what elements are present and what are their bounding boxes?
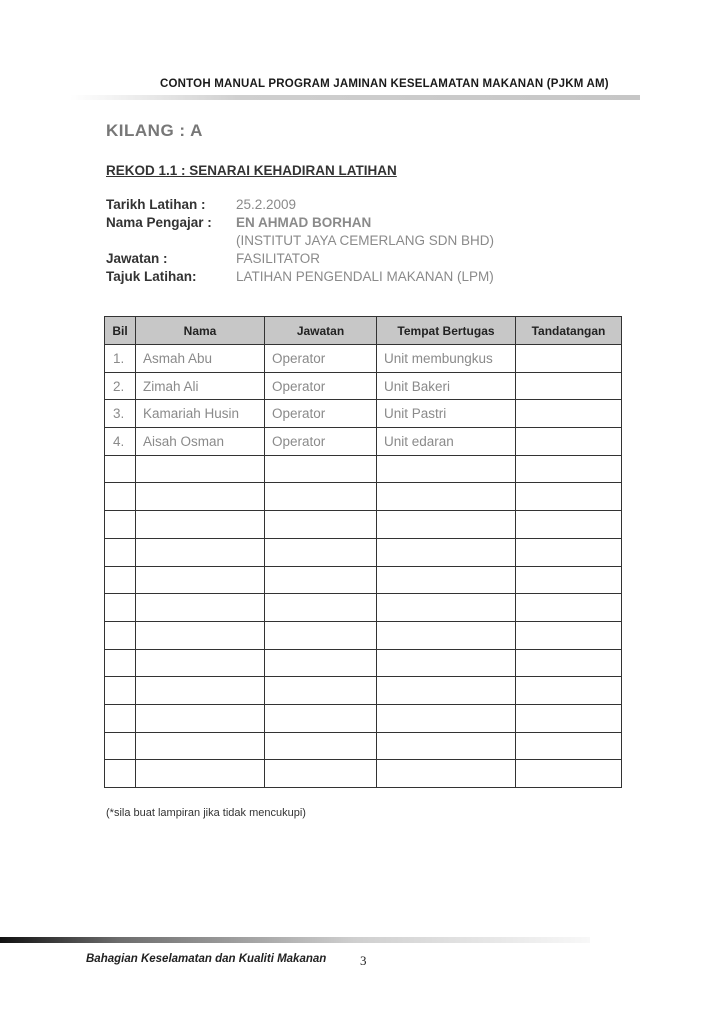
cell-tempat-bertugas [377, 649, 516, 677]
cell-tempat-bertugas [377, 566, 516, 594]
cell-bil [105, 455, 136, 483]
cell-jawatan: Operator [265, 428, 377, 456]
table-row [105, 760, 622, 788]
cell-tempat-bertugas: Unit Bakeri [377, 372, 516, 400]
cell-tandatangan [516, 566, 622, 594]
table-row [105, 538, 622, 566]
trainer-name-value: EN AHMAD BORHAN [236, 215, 372, 230]
page-number: 3 [360, 953, 367, 968]
table-row [105, 372, 622, 400]
cell-tandatangan [516, 455, 622, 483]
cell-tempat-bertugas [377, 621, 516, 649]
training-topic-label: Tajuk Latihan: [106, 269, 197, 284]
cell-nama: Zimah Ali [136, 372, 265, 400]
cell-tandatangan [516, 677, 622, 705]
cell-bil [105, 483, 136, 511]
cell-tempat-bertugas [377, 760, 516, 788]
cell-bil [105, 621, 136, 649]
table-row [105, 621, 622, 649]
record-title: REKOD 1.1 : SENARAI KEHADIRAN LATIHAN [106, 163, 397, 178]
cell-jawatan [265, 760, 377, 788]
table-row [105, 594, 622, 622]
header-divider [70, 95, 640, 100]
cell-bil [105, 511, 136, 539]
position-label: Jawatan : [106, 251, 168, 266]
cell-tempat-bertugas [377, 732, 516, 760]
cell-bil [105, 594, 136, 622]
document-header-title: CONTOH MANUAL PROGRAM JAMINAN KESELAMATAN MAKANAN (PJKM AM) [160, 78, 609, 90]
table-row [105, 428, 622, 456]
cell-tempat-bertugas [377, 677, 516, 705]
cell-tempat-bertugas [377, 704, 516, 732]
cell-jawatan [265, 677, 377, 705]
cell-jawatan [265, 594, 377, 622]
cell-tempat-bertugas: Unit Pastri [377, 400, 516, 428]
cell-bil: 4. [105, 428, 136, 456]
cell-nama: Kamariah Husin [136, 400, 265, 428]
cell-tandatangan [516, 428, 622, 456]
column-header-tandatangan: Tandatangan [516, 317, 622, 345]
cell-jawatan: Operator [265, 400, 377, 428]
cell-nama [136, 483, 265, 511]
cell-tandatangan [516, 345, 622, 373]
table-row [105, 649, 622, 677]
training-date-label: Tarikh Latihan : [106, 197, 206, 212]
cell-jawatan [265, 483, 377, 511]
cell-tempat-bertugas [377, 455, 516, 483]
cell-jawatan [265, 511, 377, 539]
column-header-jawatan: Jawatan [265, 317, 377, 345]
column-header-bil: Bil [105, 317, 136, 345]
cell-nama [136, 704, 265, 732]
cell-jawatan [265, 621, 377, 649]
cell-tempat-bertugas [377, 511, 516, 539]
cell-tandatangan [516, 621, 622, 649]
cell-bil [105, 704, 136, 732]
cell-jawatan [265, 704, 377, 732]
cell-nama [136, 732, 265, 760]
table-row [105, 345, 622, 373]
cell-nama [136, 566, 265, 594]
cell-bil [105, 760, 136, 788]
cell-nama [136, 621, 265, 649]
cell-tempat-bertugas [377, 483, 516, 511]
cell-tandatangan [516, 649, 622, 677]
table-row [105, 455, 622, 483]
cell-jawatan [265, 732, 377, 760]
trainer-organization: (INSTITUT JAYA CEMERLANG SDN BHD) [236, 233, 495, 248]
table-row [105, 677, 622, 705]
cell-tandatangan [516, 594, 622, 622]
cell-bil [105, 677, 136, 705]
cell-nama [136, 649, 265, 677]
cell-tempat-bertugas: Unit edaran [377, 428, 516, 456]
table-row [105, 483, 622, 511]
cell-tandatangan [516, 511, 622, 539]
cell-jawatan [265, 566, 377, 594]
attendance-table [104, 316, 622, 788]
table-row [105, 732, 622, 760]
cell-nama [136, 511, 265, 539]
cell-jawatan: Operator [265, 345, 377, 373]
cell-bil: 3. [105, 400, 136, 428]
cell-tandatangan [516, 760, 622, 788]
cell-bil [105, 732, 136, 760]
cell-nama: Asmah Abu [136, 345, 265, 373]
cell-bil [105, 566, 136, 594]
footer-department: Bahagian Keselamatan dan Kualiti Makanan [86, 953, 327, 965]
cell-tandatangan [516, 704, 622, 732]
factory-label: KILANG : A [106, 121, 203, 140]
cell-tandatangan [516, 732, 622, 760]
cell-tandatangan [516, 372, 622, 400]
training-topic-value: LATIHAN PENGENDALI MAKANAN (LPM) [236, 269, 494, 284]
cell-jawatan [265, 538, 377, 566]
cell-bil: 2. [105, 372, 136, 400]
cell-tandatangan [516, 538, 622, 566]
table-header-row [105, 317, 622, 345]
cell-nama: Aisah Osman [136, 428, 265, 456]
table-row [105, 704, 622, 732]
cell-nama [136, 455, 265, 483]
cell-tempat-bertugas: Unit membungkus [377, 345, 516, 373]
cell-tempat-bertugas [377, 594, 516, 622]
cell-jawatan [265, 455, 377, 483]
table-row [105, 511, 622, 539]
cell-tandatangan [516, 400, 622, 428]
cell-nama [136, 538, 265, 566]
attachment-note: (*sila buat lampiran jika tidak mencukupi) [106, 807, 306, 819]
table-row [105, 400, 622, 428]
training-date-value: 25.2.2009 [236, 197, 297, 212]
table-row [105, 566, 622, 594]
cell-nama [136, 594, 265, 622]
footer-divider [0, 937, 590, 943]
cell-tandatangan [516, 483, 622, 511]
cell-jawatan: Operator [265, 372, 377, 400]
cell-bil: 1. [105, 345, 136, 373]
cell-nama [136, 760, 265, 788]
position-value: FASILITATOR [236, 251, 321, 266]
cell-bil [105, 649, 136, 677]
column-header-nama: Nama [136, 317, 265, 345]
cell-tempat-bertugas [377, 538, 516, 566]
cell-jawatan [265, 649, 377, 677]
cell-nama [136, 677, 265, 705]
cell-bil [105, 538, 136, 566]
trainer-name-label: Nama Pengajar : [106, 215, 212, 230]
column-header-tempat-bertugas: Tempat Bertugas [377, 317, 516, 345]
